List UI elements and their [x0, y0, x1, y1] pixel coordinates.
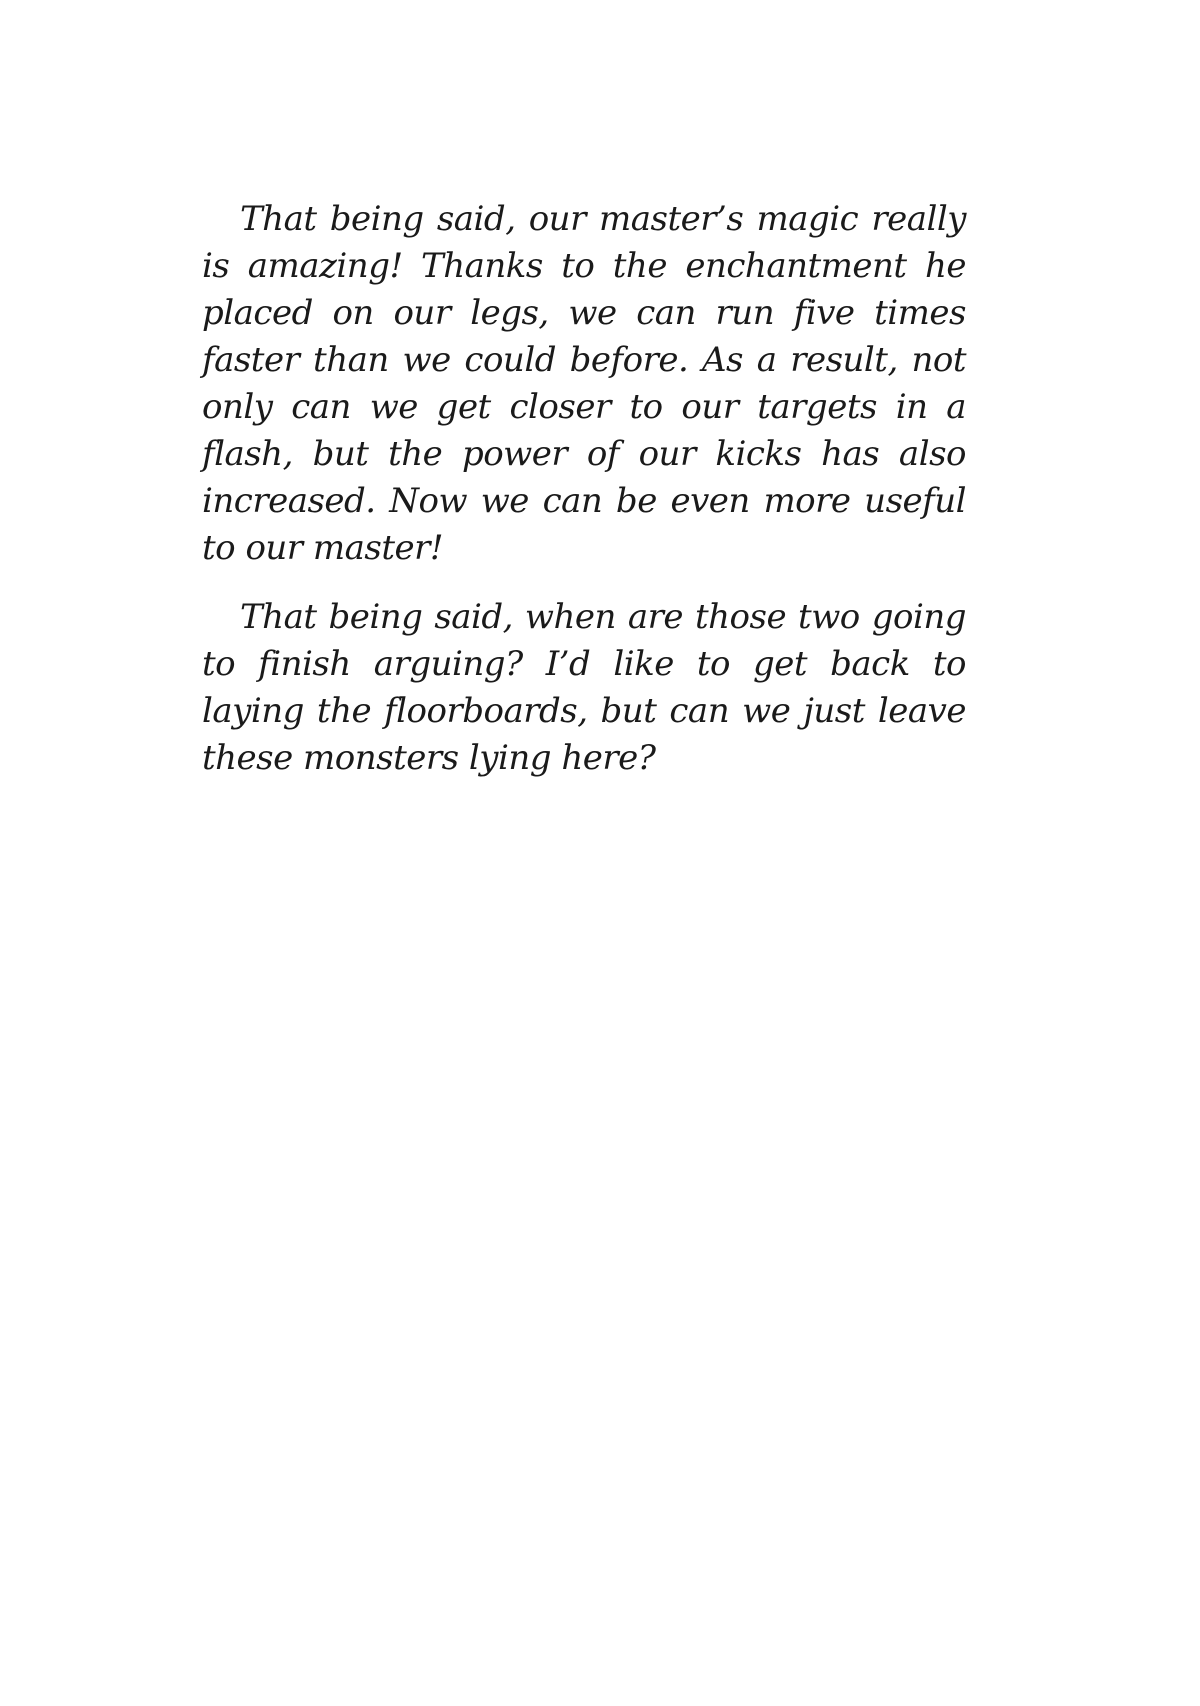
paragraph-2: That being said, when are those two going to finish arguing? I’d like to get back to laying the floorboards, but can we just leave these monsters lying here? — [202, 597, 966, 778]
body-text — [202, 196, 966, 804]
paragraph-1: That being said, our master’s magic really is amazing! Thanks to the enchantment he placed on our legs, we can run five times faster than we could before. As a result, not only can we get closer to our targets in a flash, but the power of our kicks has also increased. Now we can be even more useful to our master! — [202, 199, 966, 568]
